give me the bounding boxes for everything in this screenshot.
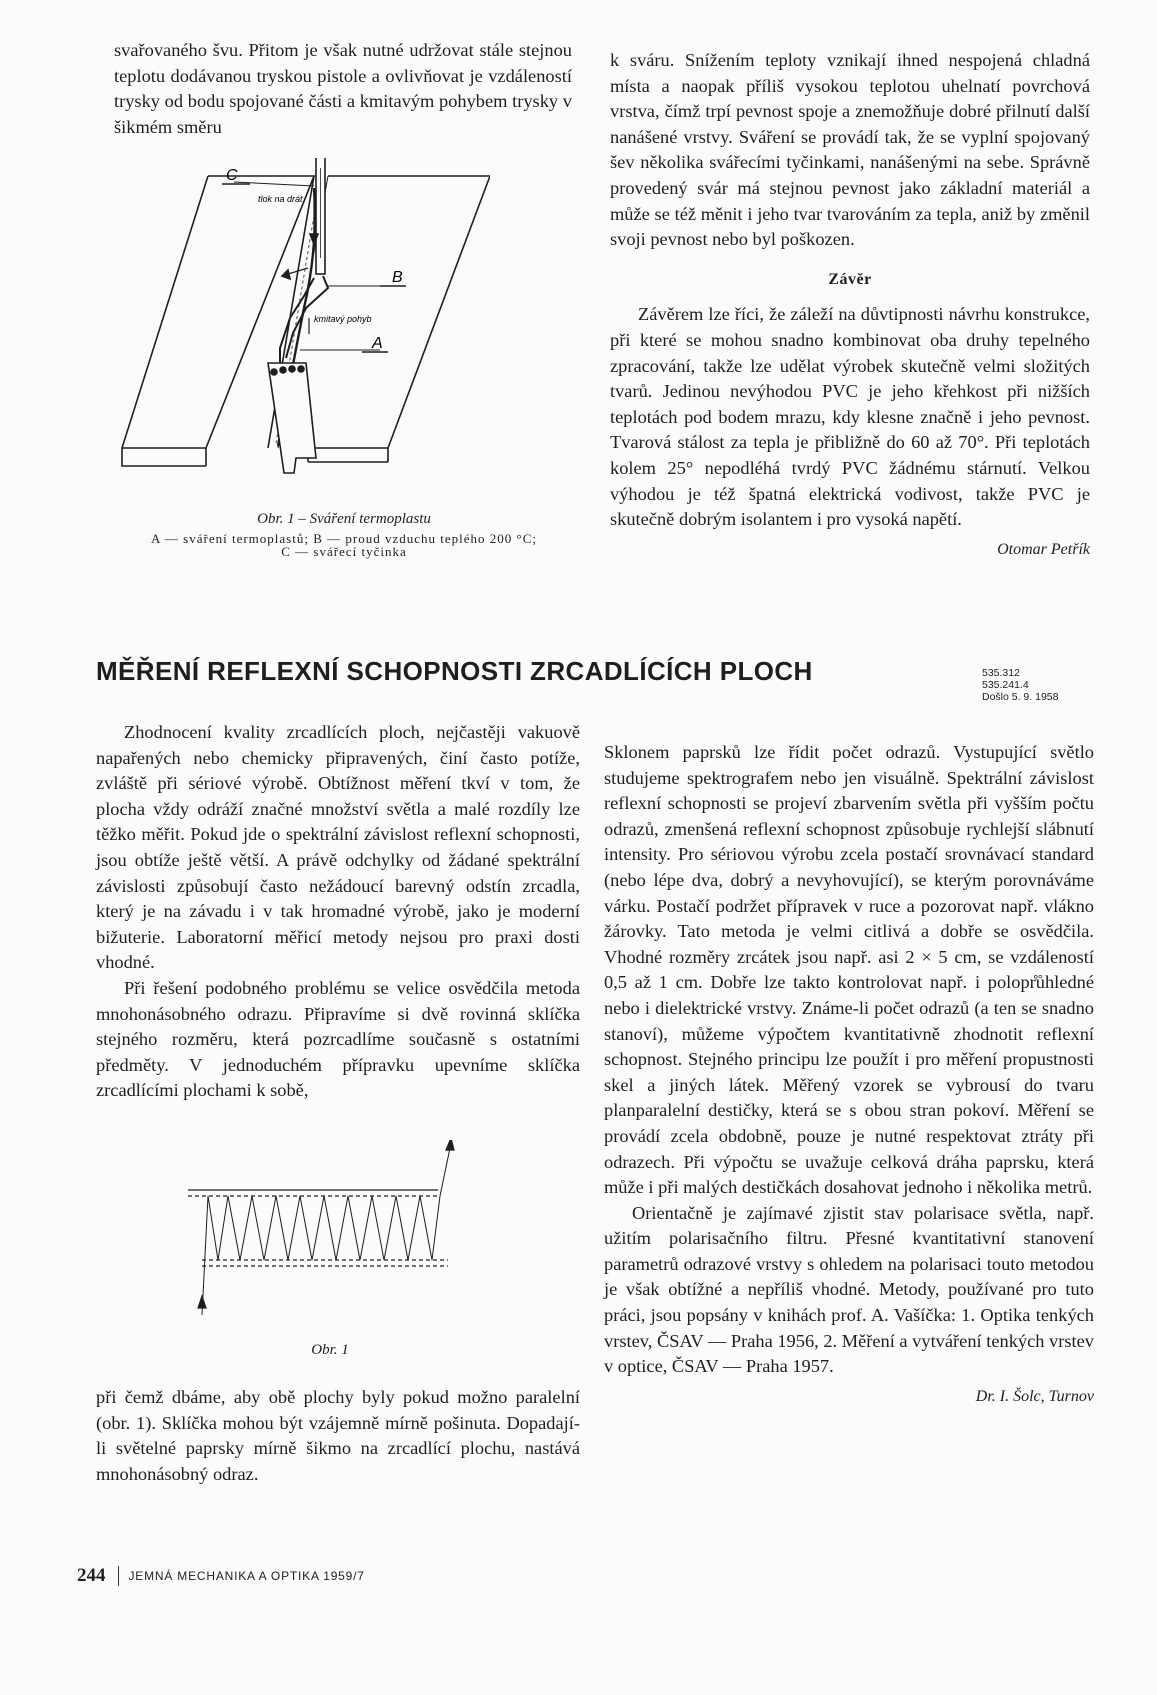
label-kmitavy: kmitavý pohyb: [314, 314, 372, 324]
right-paragraph2: Orientačně je zajímavé zjistit stav polarisace světla, např. užitím polarisačního filtru. Přesné kvantitativní stanovení parametrů odrazové vrstvy s ohledem na polarisaci touto metodou je však obtížné a nepříliš vhodné. Metody, používané pro tuto práci, jsou popsány v knihách prof. A. Vašíčka: 1. Optika tenkých vrstev, ČSAV — Praha 1956, 2. Měření a vytváření tenkých vrstev v optice, ČSAV — Praha 1957.: [604, 1202, 1094, 1377]
article-title: MĚŘENÍ REFLEXNÍ SCHOPNOSTI ZRCADLÍCÍCH PLOCH: [96, 656, 813, 686]
mirror-figure: [188, 1140, 458, 1320]
udc-code-2: 535.241.4: [982, 679, 1029, 691]
welding-figure: [118, 158, 490, 518]
top-right-column: [610, 48, 1090, 562]
footer-divider: [118, 1566, 119, 1586]
top-left-column: [114, 38, 572, 140]
reflected-ray: [202, 1148, 450, 1315]
conclusion-heading: Závěr: [828, 270, 872, 288]
left-column: [96, 720, 580, 1104]
udc-code-1: 535.312: [982, 667, 1020, 679]
welding-caption-line2: C — svářecí tyčinka: [281, 544, 407, 559]
label-b: B: [392, 269, 403, 286]
left-paragraph3: při čemž dbáme, aby obě plochy byly pokud možno paralelní (obr. 1). Sklíčka mohou být vzájemně mírně pošinuta. Dopadají-li světelné paprsky mírně šikmo na zrcadlící plochu, nastává mnohonásobný odraz.: [96, 1387, 580, 1484]
page-footer: [77, 1565, 677, 1587]
top-right-paragraph2: Závěrem lze říci, že záleží na důvtipnosti návrhu konstrukce, při které se mohou snadno kombinovat oba druhy tepelného zpracování, takže lze udělat výrobek skutečně velmi složitých tvarů. Jedinou nevýhodou PVC je jeho křehkost při nižších teplotách pod bodem mrazu, kdy klesne značně i jeho pevnost. Tvarová stálost za tepla je přibližně do 60 až 70°. Při teplotách kolem 25° nepodléhá tvrdý PVC žádnému stárnutí. Velkou výhodou je též špatná elektrická vodivost, takže PVC je skutečně dobrým isolantem i pro vysoká napětí.: [610, 304, 1090, 530]
top-right-paragraph1: k sváru. Snížením teploty vznikají ihned nespojená chladná místa a naopak příliš vysokou teplotou uhelnatí povrchová vrstva, čímž trpí pevnost spoje a znemožňuje dobré přilnutí další nanášené vrstvy. Sváření se provádí tak, že se vyplní spojovaný šev několika svářecími tyčinkami, nanášenými na sebe. Správně provedený svár má stejnou pevnost jako základní materiál a může se též měnit i jeho tvar tvarováním za tepla, aniž by změnil svoji pevnost nebo byl poškozen.: [610, 50, 1090, 250]
journal-name: JEMNÁ MECHANIKA A OPTIKA 1959/7: [128, 1569, 365, 1583]
right-plate: [308, 176, 490, 448]
right-column: [604, 740, 1094, 1409]
left-paragraph2: Při řešení podobného problému se velice osvědčila metoda mnohonásobného odrazu. Připravíme si dvě rovinná sklíčka stejného rozměru, která pozrcadlíme současně s ostatními předměty. V jednoduchém přípravku upevníme sklíčka zrcadlícími plochami k sobě,: [96, 977, 580, 1101]
left-column-bottom: [96, 1385, 580, 1487]
received-date: Došlo 5. 9. 1958: [982, 691, 1059, 703]
welding-caption-line1: A — sváření termoplastů; B — proud vzduchu teplého 200 °C;: [151, 531, 537, 546]
welding-figure-title: Obr. 1 – Sváření termoplastu: [257, 511, 431, 527]
right-paragraph1: Sklonem paprsků lze řídit počet odrazů. Vystupující světlo studujeme spektrografem nebo jen visuálně. Spektrální závislost reflexní schopnosti se projeví zbarvením světla při vyšším počtu odrazů, zmenšená reflexní schopnost způsobuje rychlejší slábnutí intensity. Pro sériovou výrobu zcela postačí srovnávací standard (nebo lépe dva, dobrý a nevyhovující), se kterým porovnáváme várku. Postačí podržet přípravek v ruce a pozorovat např. vlákno žárovky. Tato metoda je velmi citlivá a dobře se osvědčila. Vhodné rozměry zrcátek jsou např. asi 2 × 5 cm, se vzdáleností 0,5 až 1 cm. Dobře lze takto kontrolovat např. i polopr̊ůhledné nebo i dielektrické vrstvy. Známe-li počet odrazů (a ten se snadno stanoví), můžeme výpočtem kvantitativně zhodnotit reflexní schopnost. Stejného principu lze použít i pro měření propustnosti skel a jiných látek. Měřený vzorek se vybrousí do tvaru planparalelní destičky, která se s obou stran pokoví. Měření se provádí zcela obdobně, pouze je nutné respektovat ztráty při odrazech. Při výpočtu se uvažuje celková dráha paprsku, která může i při malých destičkách dosahovat jednoho i několika metrů.: [604, 742, 1094, 1198]
top-left-paragraph: svařovaného švu. Přitom je však nutné udržovat stále stejnou teplotu dodávanou tryskou pistole a ovlivňovat je vzdáleností trysky od bodu spojované části a kmitavým pohybem trysky v šikmém směru: [114, 40, 572, 137]
mirror-figure-caption: Obr. 1: [311, 1342, 349, 1358]
top-right-author: Otomar Petřík: [997, 540, 1090, 558]
label-c: C: [226, 167, 238, 184]
right-author: Dr. I. Šolc, Turnov: [975, 1387, 1094, 1405]
label-tok: tlok na drát: [258, 194, 303, 204]
label-a: A: [372, 335, 383, 352]
left-paragraph1: Zhodnocení kvality zrcadlících ploch, nejčastěji vakuově napařených nebo chemicky připravených, činí často potíže, zvláště při sériové výrobě. Obtížnost měření tkví v tom, že plocha vždy odráží značné množství světla a malé rozdíly lze těžko měřit. Pokud jde o spektrální závislost reflexní schopnosti, jsou obtíže ještě větší. A právě odchylky od žádané spektrální závislosti způsobují často nežádoucí barevný odstín zrcadla, který je na závadu i v tak hromadné výrobě, jako je moderní bižuterie. Laboratorní měřicí metody nejsou pro praxi dosti vhodné.: [96, 722, 580, 973]
page-number: 244: [77, 1565, 106, 1586]
welding-figure-caption: [104, 513, 584, 558]
article-codes: [982, 667, 1092, 703]
